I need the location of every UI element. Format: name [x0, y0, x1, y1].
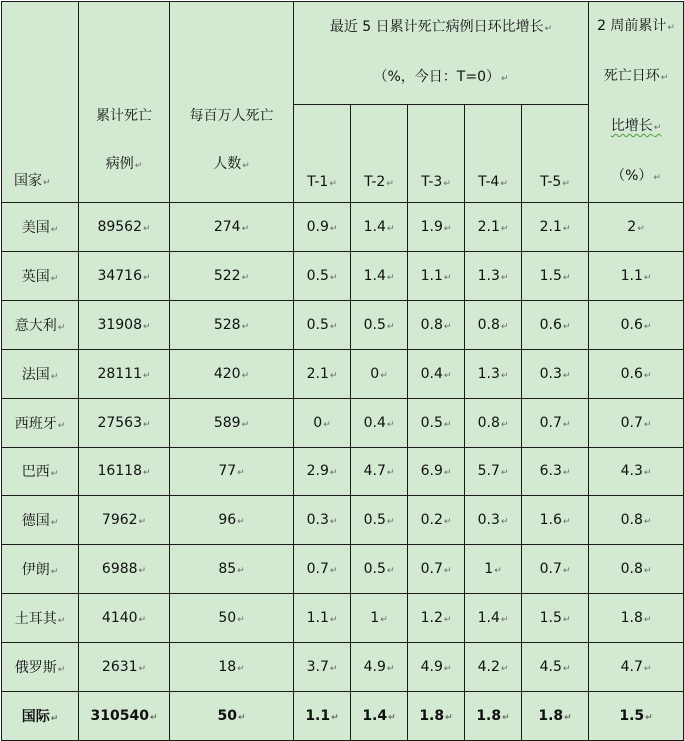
cell-text: 16118 ↵: [97, 463, 150, 479]
cell-t2: [351, 496, 408, 545]
cell-text: 0.4 ↵: [421, 366, 452, 382]
cell-text: 5.7 ↵: [478, 463, 509, 479]
cell-text: 2.1 ↵: [307, 366, 338, 382]
cell-t4: [465, 251, 522, 300]
cell-t4: [465, 398, 522, 447]
cell-total: [79, 447, 170, 496]
cell-t5: [522, 496, 589, 545]
cell-country: [2, 643, 79, 692]
cell-text: 4.2 ↵: [478, 659, 509, 675]
cell-text: 1.4 ↵: [364, 268, 395, 284]
cell-text: 0.8 ↵: [478, 317, 509, 333]
table-body: [2, 203, 684, 741]
cell-text: 1.1 ↵: [421, 268, 452, 284]
cell-text: 4.7 ↵: [621, 659, 652, 675]
cell-t1: [294, 594, 351, 643]
cell-text: 7962 ↵: [102, 512, 146, 528]
cell-text: 国际 ↵: [22, 709, 59, 725]
cell-text: 528 ↵: [214, 317, 249, 333]
cell-t5: [522, 349, 589, 398]
table-row: [2, 251, 684, 300]
table-header: [2, 2, 684, 203]
cell-text: 0.4 ↵: [364, 415, 395, 431]
cell-t1: [294, 349, 351, 398]
cell-text: 1.9 ↵: [421, 219, 452, 235]
cell-t3: [408, 496, 465, 545]
cell-text: 2.9 ↵: [307, 463, 338, 479]
cell-text: 1.5 ↵: [540, 610, 571, 626]
cell-total: [79, 643, 170, 692]
cell-text: 1.5 ↵: [619, 708, 652, 724]
table-row: [2, 447, 684, 496]
cell-t3: [408, 398, 465, 447]
cell-two-weeks: [589, 251, 684, 300]
cell-text: 50 ↵: [217, 708, 245, 724]
table-row: [2, 545, 684, 594]
cell-text: 0.6 ↵: [621, 317, 652, 333]
table-row: [2, 594, 684, 643]
header-total-deaths: 累计死亡 病例 ↵: [79, 2, 170, 203]
cell-text: 西班牙 ↵: [15, 416, 66, 432]
cell-text: 96 ↵: [218, 512, 244, 528]
cell-per-million: [170, 300, 294, 349]
cell-t5: [522, 447, 589, 496]
header-5day-growth: 最近 5 日累计死亡病例日环比增长 ↵ （%，今日：T=0） ↵: [294, 2, 589, 105]
table-row: [2, 643, 684, 692]
cell-t5: [522, 398, 589, 447]
cell-two-weeks: [589, 203, 684, 252]
cell-text: 美国 ↵: [22, 220, 59, 236]
cell-t4: [465, 447, 522, 496]
cell-t1: [294, 496, 351, 545]
cell-two-weeks: [589, 349, 684, 398]
cell-text: 0.5 ↵: [364, 561, 395, 577]
cell-total: [79, 251, 170, 300]
cell-text: 意大利 ↵: [15, 318, 66, 334]
covid-deaths-table: [1, 1, 684, 741]
cell-text: 1.8 ↵: [538, 708, 571, 724]
cell-t1: [294, 447, 351, 496]
cell-total: [79, 300, 170, 349]
cell-text: 1.8 ↵: [621, 610, 652, 626]
cell-text: 50 ↵: [218, 610, 244, 626]
cell-two-weeks: [589, 545, 684, 594]
cell-text: 1.1 ↵: [305, 708, 338, 724]
cell-text: 英国 ↵: [22, 269, 59, 285]
cell-t4: [465, 203, 522, 252]
cell-two-weeks: [589, 447, 684, 496]
cell-text: 34716 ↵: [97, 268, 150, 284]
cell-text: 1.2 ↵: [421, 610, 452, 626]
cell-t2: [351, 398, 408, 447]
cell-t4: [465, 594, 522, 643]
table-row: [2, 203, 684, 252]
header-t2: T-2 ↵: [351, 105, 408, 203]
cell-two-weeks: [589, 398, 684, 447]
cell-text: 274 ↵: [214, 219, 249, 235]
cell-t4: [465, 643, 522, 692]
cell-country: [2, 349, 79, 398]
cell-per-million: [170, 203, 294, 252]
cell-total: [79, 496, 170, 545]
cell-text: 89562 ↵: [97, 219, 150, 235]
cell-text: 4140 ↵: [102, 610, 146, 626]
cell-two-weeks: [589, 300, 684, 349]
cell-country: [2, 203, 79, 252]
cell-text: 3.7 ↵: [307, 659, 338, 675]
cell-t4: [465, 300, 522, 349]
cell-t2: [351, 545, 408, 594]
cell-text: 0.7 ↵: [421, 561, 452, 577]
cell-text: 1 ↵: [484, 561, 501, 577]
cell-total: [79, 398, 170, 447]
cell-text: 0.8 ↵: [621, 561, 652, 577]
cell-text: 1.1 ↵: [307, 610, 338, 626]
cell-per-million: [170, 447, 294, 496]
cell-text: 俄罗斯 ↵: [15, 660, 66, 676]
cell-text: 1.8 ↵: [419, 708, 452, 724]
cell-text: 0.8 ↵: [478, 415, 509, 431]
cell-two-weeks: [589, 496, 684, 545]
cell-text: 0.2 ↵: [421, 512, 452, 528]
cell-text: 2.1 ↵: [540, 219, 571, 235]
header-t1: T-1 ↵: [294, 105, 351, 203]
cell-t2: [351, 594, 408, 643]
cell-text: 31908 ↵: [97, 317, 150, 333]
cell-country: [2, 398, 79, 447]
cell-text: 1.4 ↵: [478, 610, 509, 626]
cell-text: 0.7 ↵: [540, 415, 571, 431]
cell-country: [2, 300, 79, 349]
cell-text: 1 ↵: [370, 610, 387, 626]
cell-t5: [522, 692, 589, 741]
cell-text: 4.5 ↵: [540, 659, 571, 675]
cell-t2: [351, 349, 408, 398]
cell-t5: [522, 251, 589, 300]
cell-text: 18 ↵: [218, 659, 244, 675]
cell-t5: [522, 203, 589, 252]
cell-country: [2, 545, 79, 594]
cell-two-weeks: [589, 643, 684, 692]
cell-per-million: [170, 398, 294, 447]
cell-t2: [351, 692, 408, 741]
cell-text: 巴西 ↵: [22, 464, 59, 480]
cell-text: 伊朗 ↵: [22, 562, 59, 578]
cell-t3: [408, 349, 465, 398]
cell-text: 德国 ↵: [22, 513, 59, 529]
cell-per-million: [170, 251, 294, 300]
cell-t3: [408, 594, 465, 643]
cell-country: [2, 496, 79, 545]
cell-text: 4.7 ↵: [364, 463, 395, 479]
cell-text: 0.6 ↵: [540, 317, 571, 333]
cell-t3: [408, 300, 465, 349]
cell-t2: [351, 447, 408, 496]
cell-text: 0.8 ↵: [421, 317, 452, 333]
cell-per-million: [170, 496, 294, 545]
cell-text: 310540 ↵: [91, 708, 158, 724]
cell-t3: [408, 447, 465, 496]
cell-t3: [408, 203, 465, 252]
cell-per-million: [170, 692, 294, 741]
cell-text: 1.3 ↵: [478, 366, 509, 382]
cell-text: 0.6 ↵: [621, 366, 652, 382]
cell-text: 6988 ↵: [102, 561, 146, 577]
cell-text: 27563 ↵: [97, 415, 150, 431]
cell-country: [2, 594, 79, 643]
cell-per-million: [170, 349, 294, 398]
cell-t1: [294, 398, 351, 447]
cell-text: 6.3 ↵: [540, 463, 571, 479]
cell-text: 0.3 ↵: [478, 512, 509, 528]
cell-text: 522 ↵: [214, 268, 249, 284]
table-row: [2, 300, 684, 349]
cell-text: 1.1 ↵: [621, 268, 652, 284]
cell-t1: [294, 545, 351, 594]
cell-t5: [522, 300, 589, 349]
cell-t5: [522, 545, 589, 594]
cell-text: 0.3 ↵: [307, 512, 338, 528]
cell-text: 0.3 ↵: [540, 366, 571, 382]
table-row: [2, 496, 684, 545]
cell-text: 0.7 ↵: [540, 561, 571, 577]
cell-t3: [408, 251, 465, 300]
cell-t2: [351, 643, 408, 692]
header-country: 国家 ↵: [2, 2, 79, 203]
cell-text: 0.5 ↵: [364, 317, 395, 333]
cell-country: [2, 447, 79, 496]
cell-text: 0.5 ↵: [364, 512, 395, 528]
cell-total: [79, 594, 170, 643]
cell-text: 0.5 ↵: [307, 268, 338, 284]
cell-text: 法国 ↵: [22, 367, 59, 383]
header-deaths-per-million: 每百万人死亡 人数 ↵: [170, 2, 294, 203]
cell-text: 0.8 ↵: [621, 512, 652, 528]
cell-t1: [294, 300, 351, 349]
cell-text: 1.5 ↵: [540, 268, 571, 284]
cell-t3: [408, 643, 465, 692]
cell-text: 420 ↵: [214, 366, 249, 382]
cell-text: 1.3 ↵: [478, 268, 509, 284]
cell-text: 6.9 ↵: [421, 463, 452, 479]
cell-two-weeks: [589, 594, 684, 643]
cell-text: 85 ↵: [218, 561, 244, 577]
cell-text: 2 ↵: [627, 219, 644, 235]
cell-text: 0.9 ↵: [307, 219, 338, 235]
cell-t3: [408, 545, 465, 594]
cell-t1: [294, 643, 351, 692]
cell-total: [79, 203, 170, 252]
cell-t1: [294, 692, 351, 741]
cell-total: [79, 692, 170, 741]
cell-t1: [294, 251, 351, 300]
cell-t5: [522, 643, 589, 692]
cell-text: 4.9 ↵: [364, 659, 395, 675]
cell-t4: [465, 349, 522, 398]
cell-per-million: [170, 594, 294, 643]
table-row: [2, 349, 684, 398]
cell-text: 0.5 ↵: [307, 317, 338, 333]
cell-t4: [465, 496, 522, 545]
table-row: [2, 398, 684, 447]
cell-text: 0 ↵: [313, 415, 330, 431]
cell-text: 1.8 ↵: [476, 708, 509, 724]
header-t5: T-5 ↵: [522, 105, 589, 203]
cell-total: [79, 545, 170, 594]
cell-text: 1.4 ↵: [362, 708, 395, 724]
cell-t2: [351, 251, 408, 300]
cell-text: 0 ↵: [370, 366, 387, 382]
cell-two-weeks: [589, 692, 684, 741]
cell-country: [2, 692, 79, 741]
cell-text: 0.7 ↵: [621, 415, 652, 431]
header-t4: T-4 ↵: [465, 105, 522, 203]
cell-text: 土耳其 ↵: [15, 611, 66, 627]
cell-t3: [408, 692, 465, 741]
cell-t5: [522, 594, 589, 643]
cell-per-million: [170, 545, 294, 594]
cell-t2: [351, 203, 408, 252]
cell-t1: [294, 203, 351, 252]
header-two-weeks-prior: 2 周前累计 ↵ 死亡日环 ↵ 比增长 ↵ （%） ↵: [589, 2, 684, 203]
cell-country: [2, 251, 79, 300]
cell-text: 77 ↵: [218, 463, 244, 479]
cell-t4: [465, 692, 522, 741]
cell-text: 2.1 ↵: [478, 219, 509, 235]
cell-text: 4.3 ↵: [621, 463, 652, 479]
header-t3: T-3 ↵: [408, 105, 465, 203]
cell-text: 0.7 ↵: [307, 561, 338, 577]
cell-t2: [351, 300, 408, 349]
cell-t4: [465, 545, 522, 594]
cell-text: 28111 ↵: [97, 366, 150, 382]
table-total-row: [2, 692, 684, 741]
cell-text: 4.9 ↵: [421, 659, 452, 675]
cell-per-million: [170, 643, 294, 692]
cell-text: 0.5 ↵: [421, 415, 452, 431]
cell-text: 1.4 ↵: [364, 219, 395, 235]
cell-text: 2631 ↵: [102, 659, 146, 675]
cell-total: [79, 349, 170, 398]
cell-text: 1.6 ↵: [540, 512, 571, 528]
cell-text: 589 ↵: [214, 415, 249, 431]
